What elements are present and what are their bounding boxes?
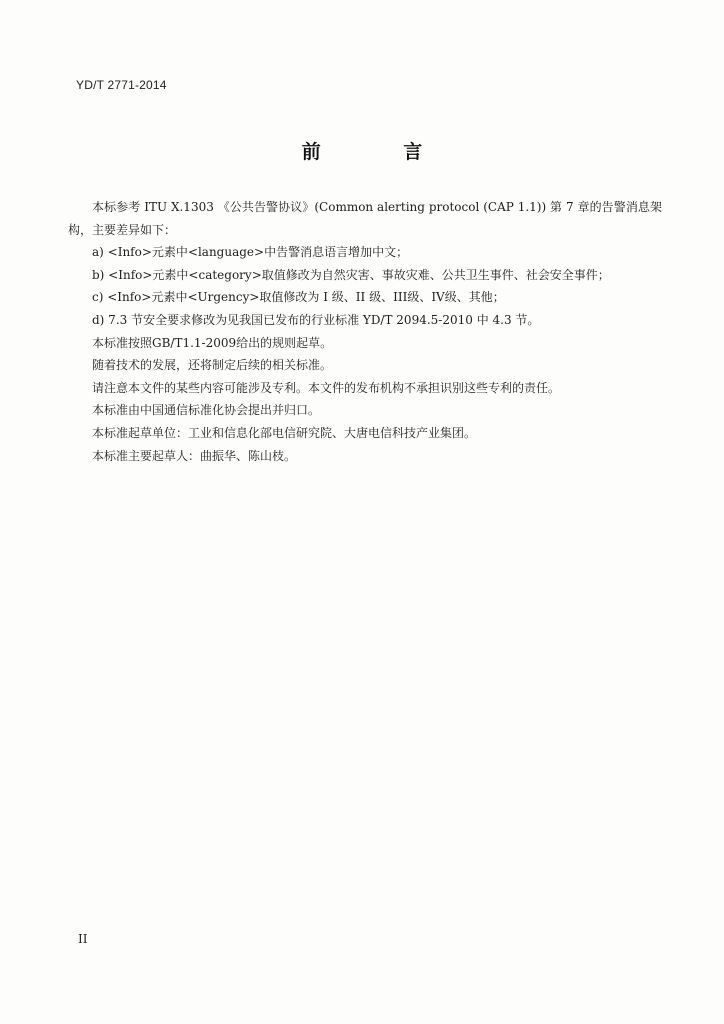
page-number: II <box>78 932 88 946</box>
document-code: YD/T 2771-2014 <box>76 78 167 92</box>
page-title: 前 言 <box>301 141 461 163</box>
intro-paragraph: 本标参考 ITU X.1303 《公共告警协议》(Common alerting protocol (CAP 1.1)) 第 7 章的告警消息架构，主要差异如下： <box>68 200 662 237</box>
patent-notice-paragraph: 请注意本文件的某些内容可能涉及专利。本文件的发布机构不承担识别这些专利的责任。 <box>92 380 561 395</box>
drafting-rules-paragraph: 本标准按照GB/T1.1-2009给出的规则起草。 <box>92 335 333 350</box>
foreword-body <box>68 196 662 467</box>
difference-item-b: b) <Info>元素中<category>取值修改为自然灾害、事故灾难、公共卫生事件、社会安全事件； <box>92 267 610 282</box>
difference-item-a: a) <Info>元素中<language>中告警消息语言增加中文； <box>92 245 409 260</box>
difference-item-d: d) 7.3 节安全要求修改为见我国已发布的行业标准 YD/T 2094.5-2010 中 4.3 节。 <box>92 312 540 327</box>
drafters-paragraph: 本标准主要起草人：曲振华、陈山枝。 <box>92 448 297 463</box>
future-standards-paragraph: 随着技术的发展，还将制定后续的相关标准。 <box>92 358 333 373</box>
proposer-paragraph: 本标准由中国通信标准化协会提出并归口。 <box>92 403 321 418</box>
drafting-units-paragraph: 本标准起草单位：工业和信息化部电信研究院、大唐电信科技产业集团。 <box>92 425 477 440</box>
difference-item-c: c) <Info>元素中<Urgency>取值修改为 I 级、II 级、III级、IV级、其他； <box>92 290 505 305</box>
